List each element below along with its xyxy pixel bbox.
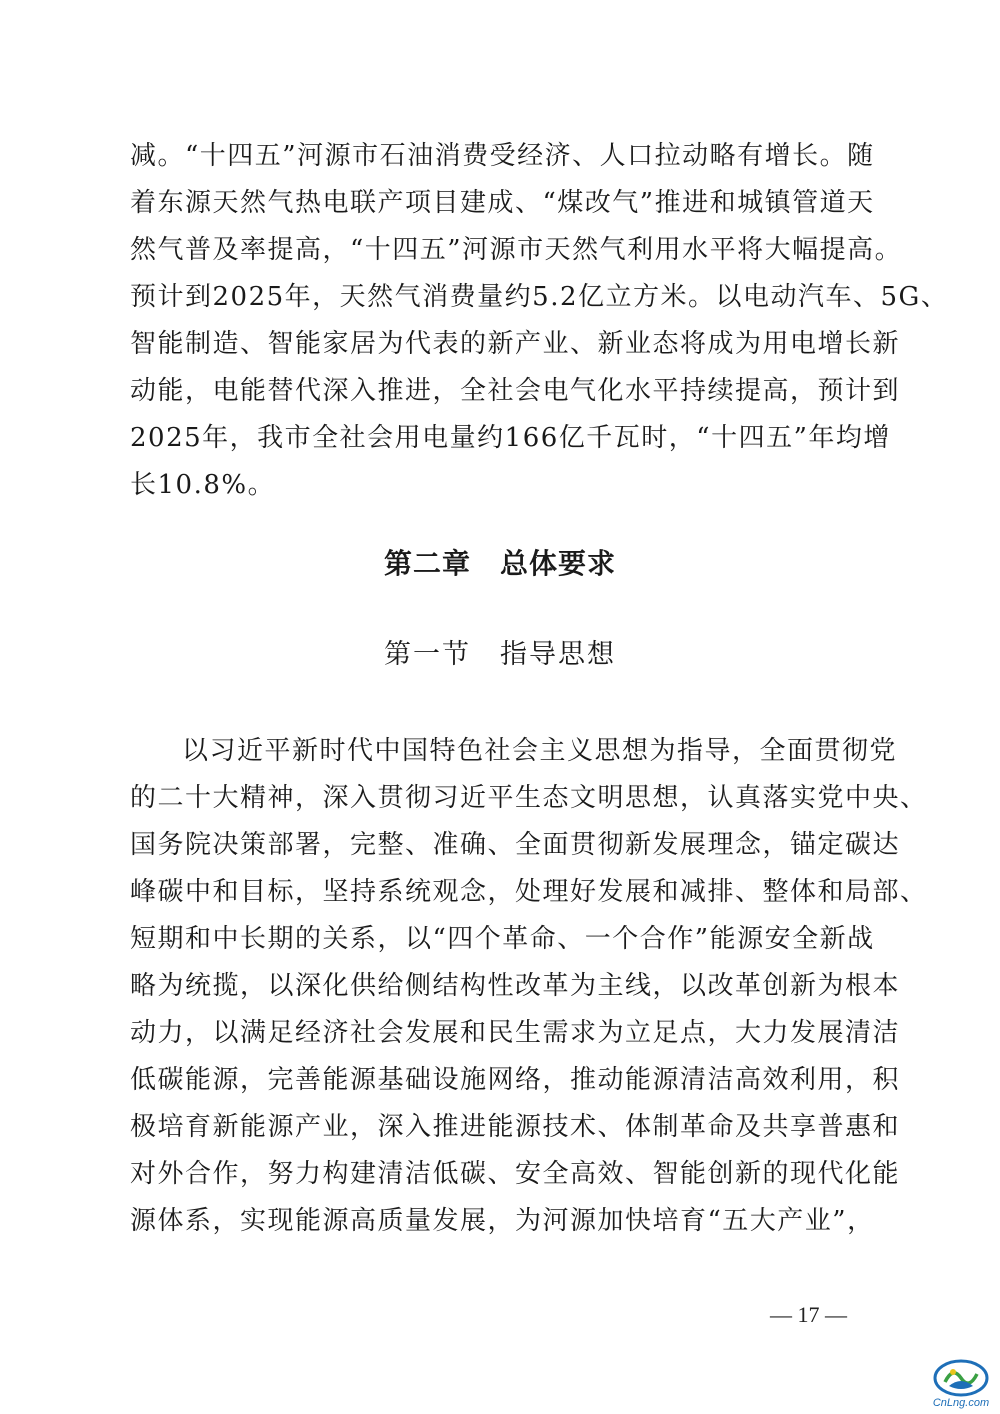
text-line: 以习近平新时代中国特色社会主义思想为指导，全面贯彻党 bbox=[182, 736, 898, 766]
text-line: 预计到2025年，天然气消费量约5.2亿立方米。以电动汽车、5G、 bbox=[130, 282, 949, 312]
text-line: 国务院决策部署，完整、准确、全面贯彻新发展理念，锚定碳达 bbox=[130, 830, 901, 860]
page-number: — 17 — bbox=[770, 1302, 847, 1327]
text-line: 对外合作，努力构建清洁低碳、安全高效、智能创新的现代化能 bbox=[130, 1159, 901, 1189]
text-line: 源体系，实现能源高质量发展，为河源加快培育“五大产业”， bbox=[130, 1206, 875, 1236]
text-line: 减。“十四五”河源市石油消费受经济、人口拉动略有增长。随 bbox=[130, 141, 875, 171]
section-title: 第一节 指导思想 bbox=[384, 639, 616, 670]
text-line: 短期和中长期的关系，以“四个革命、一个合作”能源安全新战 bbox=[130, 924, 875, 954]
cnlng-logo-graphic bbox=[927, 1358, 995, 1410]
paragraph-guiding-ideology bbox=[130, 728, 928, 1245]
logo-dot bbox=[950, 1369, 956, 1375]
text-line: 2025年，我市全社会用电量约166亿千瓦时，“十四五”年均增 bbox=[130, 423, 891, 453]
text-line: 然气普及率提高，“十四五”河源市天然气利用水平将大幅提高。 bbox=[130, 235, 903, 265]
text-line: 的二十大精神，深入贯彻习近平生态文明思想，认真落实党中央、 bbox=[130, 783, 928, 813]
text-line: 略为统揽，以深化供给侧结构性改革为主线，以改革创新为根本 bbox=[130, 971, 901, 1001]
text-line: 动能，电能替代深入推进，全社会电气化水平持续提高，预计到 bbox=[130, 376, 901, 406]
text-line: 着东源天然气热电联产项目建成、“煤改气”推进和城镇管道天 bbox=[130, 188, 875, 218]
paragraph-consumption bbox=[130, 133, 949, 509]
logo-text: CnLng.com bbox=[932, 1397, 990, 1409]
text-line: 峰碳中和目标，坚持系统观念，处理好发展和减排、整体和局部、 bbox=[130, 877, 928, 907]
text-line: 智能制造、智能家居为代表的新产业、新业态将成为用电增长新 bbox=[130, 329, 901, 359]
text-line: 极培育新能源产业，深入推进能源技术、体制革命及共享普惠和 bbox=[130, 1112, 901, 1142]
text-line: 长10.8%。 bbox=[130, 470, 276, 500]
text-line: 低碳能源，完善能源基础设施网络，推动能源清洁高效利用，积 bbox=[130, 1065, 901, 1095]
cnlng-logo-icon bbox=[927, 1358, 995, 1410]
chapter-title: 第二章 总体要求 bbox=[383, 547, 616, 580]
text-line: 动力，以满足经济社会发展和民生需求为立足点，大力发展清洁 bbox=[130, 1018, 901, 1048]
